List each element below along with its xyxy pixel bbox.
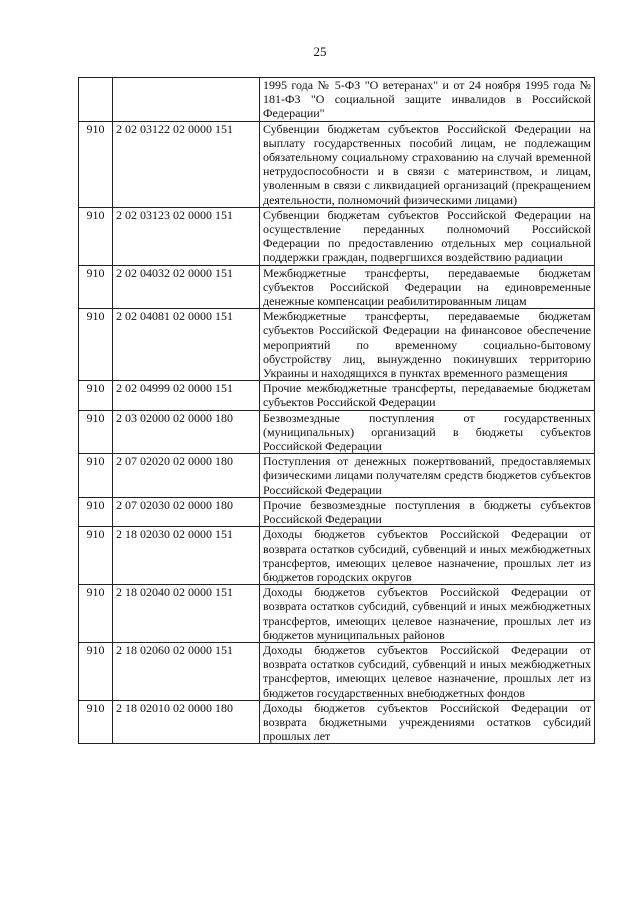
table-row bbox=[79, 642, 595, 700]
admin-code-cell: 910 bbox=[79, 454, 113, 498]
budget-code-cell: 2 07 02020 02 0000 180 bbox=[113, 454, 260, 498]
admin-code-cell bbox=[79, 78, 113, 122]
budget-code-cell: 2 18 02040 02 0000 151 bbox=[113, 585, 260, 643]
table-row bbox=[79, 410, 595, 454]
description-cell: Субвенции бюджетам субъектов Российской Федерации на осуществление переданных полномочий Российской Федерации по предоставлению отдельных мер социальной поддержки граждан, подвергшихся воздействию радиации bbox=[260, 207, 595, 265]
table-row bbox=[79, 585, 595, 643]
table-row bbox=[79, 700, 595, 744]
table-row bbox=[79, 381, 595, 410]
description-cell: Доходы бюджетов субъектов Российской Федерации от возврата остатков субсидий, субвенций и иных межбюджетных трансфертов, имеющих целевое назначение, прошлых лет из бюджетов городских округов bbox=[260, 527, 595, 585]
budget-code-cell: 2 18 02060 02 0000 151 bbox=[113, 642, 260, 700]
description-cell: Поступления от денежных пожертвований, предоставляемых физическими лицами получателям средств бюджетов субъектов Российской Федерации bbox=[260, 454, 595, 498]
budget-code-cell: 2 07 02030 02 0000 180 bbox=[113, 497, 260, 526]
admin-code-cell: 910 bbox=[79, 527, 113, 585]
budget-code-cell: 2 18 02030 02 0000 151 bbox=[113, 527, 260, 585]
budget-code-cell: 2 18 02010 02 0000 180 bbox=[113, 700, 260, 744]
budget-code-cell: 2 02 04032 02 0000 151 bbox=[113, 265, 260, 309]
admin-code-cell: 910 bbox=[79, 121, 113, 207]
table-row bbox=[79, 497, 595, 526]
admin-code-cell: 910 bbox=[79, 207, 113, 265]
description-cell: Межбюджетные трансферты, передаваемые бюджетам субъектов Российской Федерации на финансовое обеспечение мероприятий по временному социально-бытовому обустройству лиц, вынужденно покинувших территорию Украины и находящихся в пунктах временного размещения bbox=[260, 309, 595, 381]
budget-code-cell: 2 02 04999 02 0000 151 bbox=[113, 381, 260, 410]
table-row bbox=[79, 207, 595, 265]
table-row bbox=[79, 454, 595, 498]
admin-code-cell: 910 bbox=[79, 410, 113, 454]
revenue-codes-table bbox=[78, 77, 595, 744]
budget-code-cell: 2 02 03122 02 0000 151 bbox=[113, 121, 260, 207]
admin-code-cell: 910 bbox=[79, 642, 113, 700]
table-row bbox=[79, 309, 595, 381]
page-number: 25 bbox=[313, 44, 327, 59]
description-cell: Доходы бюджетов субъектов Российской Федерации от возврата остатков субсидий, субвенций и иных межбюджетных трансфертов, имеющих целевое назначение, прошлых лет из бюджетов государственных внебюджетных фондов bbox=[260, 642, 595, 700]
table-row bbox=[79, 265, 595, 309]
budget-code-cell: 2 02 03123 02 0000 151 bbox=[113, 207, 260, 265]
description-cell: Субвенции бюджетам субъектов Российской Федерации на выплату государственных пособий лицам, не подлежащим обязательному социальному страхованию на случай временной нетрудоспособности и в связи с материнством, и лицам, уволенным в связи с ликвидацией организаций (прекращением деятельности, полномочий физическими лицами) bbox=[260, 121, 595, 207]
budget-code-cell: 2 02 04081 02 0000 151 bbox=[113, 309, 260, 381]
description-cell: 1995 года № 5-ФЗ "О ветеранах" и от 24 ноября 1995 года № 181-ФЗ "О социальной защите инвалидов в Российской Федерации" bbox=[260, 78, 595, 122]
budget-code-cell bbox=[113, 78, 260, 122]
admin-code-cell: 910 bbox=[79, 265, 113, 309]
admin-code-cell: 910 bbox=[79, 309, 113, 381]
description-cell: Прочие межбюджетные трансферты, передаваемые бюджетам субъектов Российской Федерации bbox=[260, 381, 595, 410]
description-cell: Безвозмездные поступления от государственных (муниципальных) организаций в бюджеты субъектов Российской Федерации bbox=[260, 410, 595, 454]
table-body bbox=[79, 78, 595, 744]
admin-code-cell: 910 bbox=[79, 585, 113, 643]
description-cell: Доходы бюджетов субъектов Российской Федерации от возврата бюджетными учреждениями остатков субсидий прошлых лет bbox=[260, 700, 595, 744]
description-cell: Доходы бюджетов субъектов Российской Федерации от возврата остатков субсидий, субвенций и иных межбюджетных трансфертов, имеющих целевое назначение, прошлых лет из бюджетов муниципальных районов bbox=[260, 585, 595, 643]
admin-code-cell: 910 bbox=[79, 381, 113, 410]
description-cell: Межбюджетные трансферты, передаваемые бюджетам субъектов Российской Федерации на единовременные денежные компенсации реабилитированным лицам bbox=[260, 265, 595, 309]
table-row bbox=[79, 121, 595, 207]
admin-code-cell: 910 bbox=[79, 700, 113, 744]
admin-code-cell: 910 bbox=[79, 497, 113, 526]
table-row bbox=[79, 78, 595, 122]
table-row bbox=[79, 527, 595, 585]
budget-code-cell: 2 03 02000 02 0000 180 bbox=[113, 410, 260, 454]
description-cell: Прочие безвозмездные поступления в бюджеты субъектов Российской Федерации bbox=[260, 497, 595, 526]
